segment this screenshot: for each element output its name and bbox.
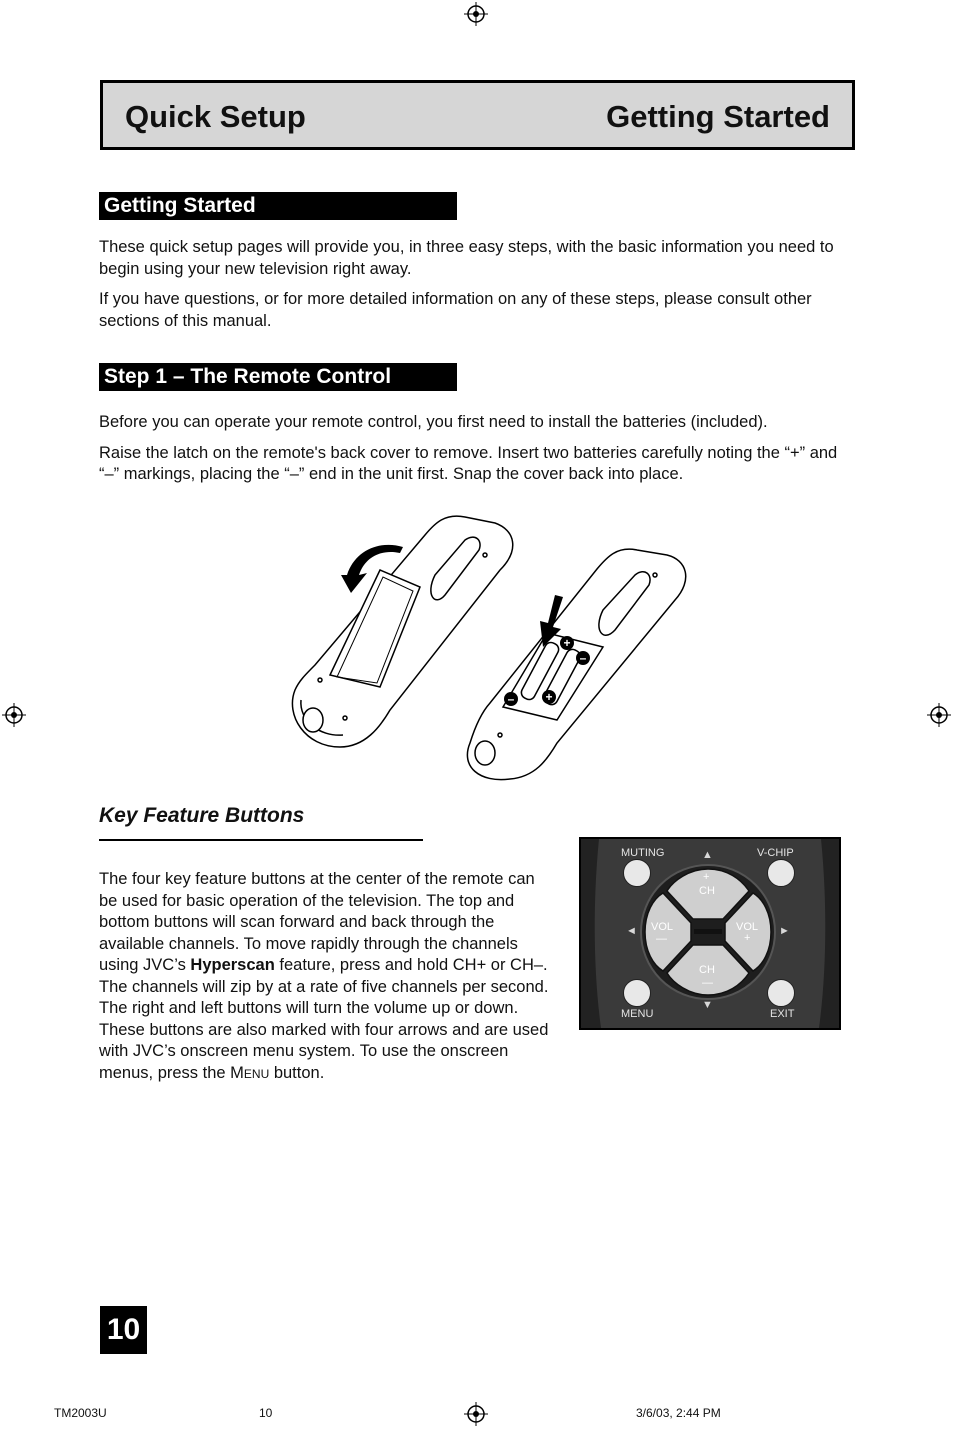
- registration-mark-top: [464, 2, 488, 26]
- page-header: [100, 80, 855, 150]
- ch-plus-sign: +: [703, 871, 710, 883]
- vol-minus-label: VOL: [651, 921, 674, 933]
- step1-body: [99, 412, 844, 486]
- getting-started-para1: These quick setup pages will provide you, in three easy steps, with the basic information you need to begin using your new television right away.: [99, 238, 834, 278]
- footer-left: TM2003U: [54, 1406, 107, 1420]
- getting-started-para2: If you have questions, or for more detailed information on any of these steps, please consult other sections of this manual.: [99, 290, 812, 330]
- ch-minus-sign: —: [702, 977, 713, 989]
- polarity-mark-2: –: [579, 651, 587, 665]
- getting-started-body: [99, 237, 839, 332]
- arrow-up-icon: ▲: [702, 849, 713, 861]
- registration-mark-right: [927, 703, 951, 727]
- muting-button: [623, 859, 651, 887]
- step1-para1: Before you can operate your remote control, you first need to install the batteries (included).: [99, 413, 768, 431]
- getting-started-heading: Getting Started: [99, 192, 457, 220]
- key-features-rule: [99, 839, 423, 841]
- muting-label: MUTING: [621, 847, 665, 859]
- arrow-right-icon: ►: [779, 925, 790, 937]
- remote-key-buttons-illustration: [579, 837, 841, 1030]
- exit-label: EXIT: [770, 1008, 795, 1020]
- key-features-text-1: The four key feature buttons at the center of the remote can be used for basic operation of the television. The top and bottom buttons will scan forward and back through the available channels. To move rapidly through the channels using JVC’s: [99, 870, 535, 974]
- header-left-title: Quick Setup: [125, 99, 306, 134]
- vol-minus-sign: —: [656, 933, 667, 945]
- exit-button: [767, 979, 795, 1007]
- polarity-mark-3: –: [507, 692, 515, 706]
- page-number: 10: [100, 1306, 147, 1354]
- vol-plus-sign: +: [744, 932, 751, 944]
- step1-heading: Step 1 – The Remote Control: [99, 363, 457, 391]
- arrow-down-icon: ▼: [702, 999, 713, 1011]
- polarity-mark-4: +: [545, 690, 553, 704]
- key-features-body: [99, 869, 557, 1084]
- step1-para2: Raise the latch on the remote's back cover to remove. Insert two batteries carefully noting the “+” and “–” markings, placing the “–” end in the unit first. Snap the cover back into place.: [99, 443, 838, 483]
- key-features-text-3: button.: [269, 1063, 325, 1082]
- menu-label: MENU: [621, 1008, 654, 1020]
- header-right-title: Getting Started: [606, 99, 830, 134]
- arrow-left-icon: ◄: [626, 925, 637, 937]
- menu-button: [623, 979, 651, 1007]
- menu-word: Menu: [230, 1063, 270, 1082]
- hyperscan-term: Hyperscan: [190, 956, 275, 974]
- remote-back-with-cover: [292, 516, 512, 747]
- key-features-heading: Key Feature Buttons: [99, 804, 305, 827]
- ch-minus-label: CH: [699, 964, 715, 976]
- ch-plus-label: CH: [699, 885, 715, 897]
- key-features-text-2: feature, press and hold CH+ or CH–. The channels will zip by at a rate of five channels per second. The right and left buttons will turn the volume up or down. These buttons are also marked with four arrows and are used with JVC’s onscreen menu system. To use the onscreen menus, press the: [99, 956, 549, 1082]
- footer-right: 3/6/03, 2:44 PM: [636, 1406, 721, 1420]
- polarity-mark-1: +: [563, 636, 571, 650]
- vchip-button: [767, 859, 795, 887]
- registration-mark-left: [2, 703, 26, 727]
- battery-install-illustration: [285, 515, 695, 785]
- footer-center: 10: [259, 1406, 273, 1420]
- vol-plus-label: VOL: [736, 921, 759, 933]
- remote-back-open: [467, 549, 685, 779]
- registration-mark-bottom: [464, 1402, 488, 1426]
- vchip-label: V-CHIP: [757, 847, 794, 859]
